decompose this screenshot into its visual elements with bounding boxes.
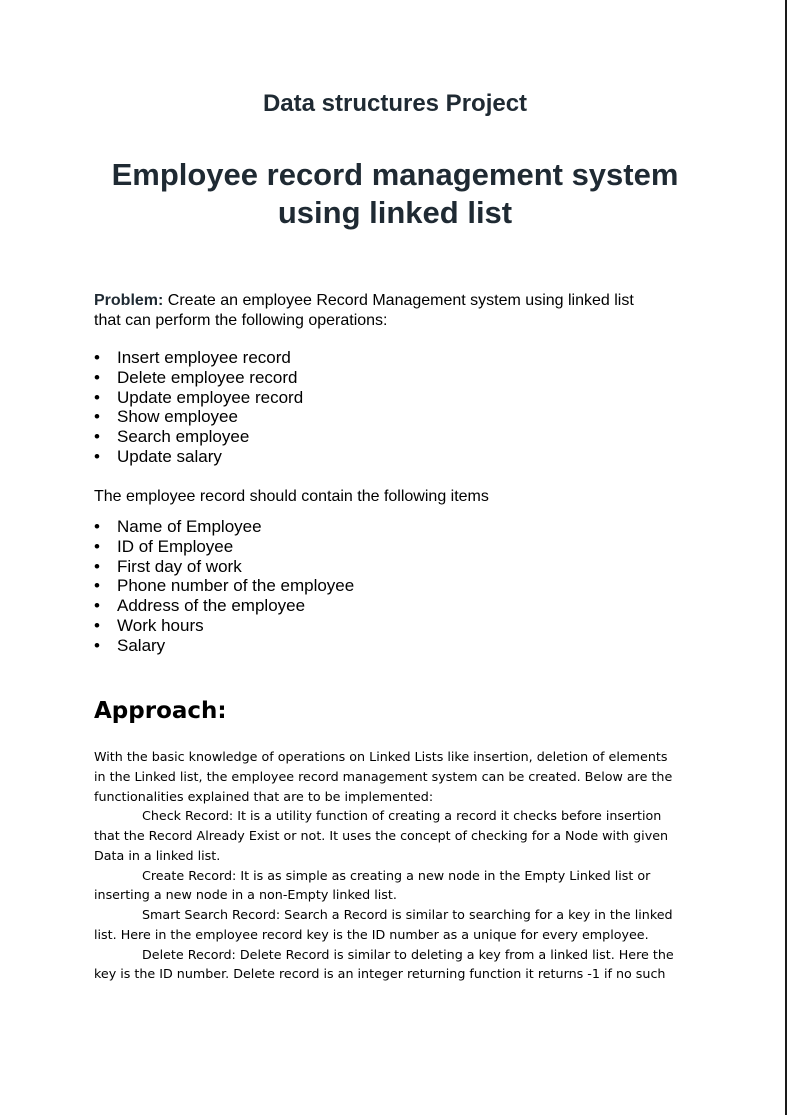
- approach-line: Data in a linked list.: [94, 847, 221, 863]
- approach-heading: Approach:: [94, 698, 227, 724]
- approach-line: Smart Search Record: Search a Record is similar to searching for a key in the linked: [142, 907, 673, 922]
- problem-statement: [94, 291, 704, 331]
- list-item: • Show employee: [94, 407, 694, 427]
- list-item: • First day of work: [94, 557, 694, 577]
- approach-line: that the Record Already Exist or not. It uses the concept of checking for a Node with given: [94, 828, 669, 843]
- approach-line: inserting a new node in a non-Empty linked list.: [94, 887, 397, 903]
- list-item: • Work hours: [94, 616, 694, 636]
- operations-list: [94, 348, 694, 467]
- approach-line: With the basic knowledge of operations on Linked Lists like insertion, deletion of elements: [94, 749, 668, 764]
- list-item: • ID of Employee: [94, 537, 694, 557]
- title-line-2: using linked list: [277, 195, 513, 230]
- approach-line: Delete Record: Delete Record is similar to deleting a key from a linked list. Here the: [142, 946, 674, 962]
- list-item: • Name of Employee: [94, 517, 694, 537]
- list-item: • Update salary: [94, 447, 694, 467]
- approach-line: list. Here in the employee record key is the ID number as a unique for every employee.: [94, 926, 649, 942]
- problem-text-2: that can perform the following operations:: [94, 312, 388, 329]
- approach-line: Create Record: It is as simple as creating a new node in the Empty Linked list or: [142, 867, 651, 883]
- list-item: • Search employee: [94, 427, 694, 447]
- list-item: • Salary: [94, 636, 694, 656]
- list-item: • Phone number of the employee: [94, 576, 694, 596]
- items-intro: The employee record should contain the following items: [94, 488, 489, 505]
- problem-label: Problem:: [94, 292, 164, 309]
- list-item: • Delete employee record: [94, 368, 694, 388]
- approach-line: functionalities explained that are to be implemented:: [94, 788, 434, 804]
- approach-line: Check Record: It is a utility function of creating a record it checks before insertion: [142, 808, 662, 824]
- title-line-1: Employee record management system: [111, 157, 679, 192]
- list-item: • Insert employee record: [94, 348, 694, 368]
- record-items-list: [94, 517, 694, 656]
- page-edge-scrollbar: [785, 0, 793, 1115]
- list-item: • Address of the employee: [94, 596, 694, 616]
- problem-text-1: Create an employee Record Management system using linked list: [163, 292, 634, 309]
- approach-line: key is the ID number. Delete record is an integer returning function it returns -1 if no such: [94, 966, 666, 982]
- document-title: [0, 156, 790, 232]
- approach-body: [94, 747, 694, 984]
- approach-line: in the Linked list, the employee record management system can be created. Below are the: [94, 768, 673, 784]
- document-subtitle: Data structures Project: [262, 90, 528, 117]
- list-item: • Update employee record: [94, 388, 694, 408]
